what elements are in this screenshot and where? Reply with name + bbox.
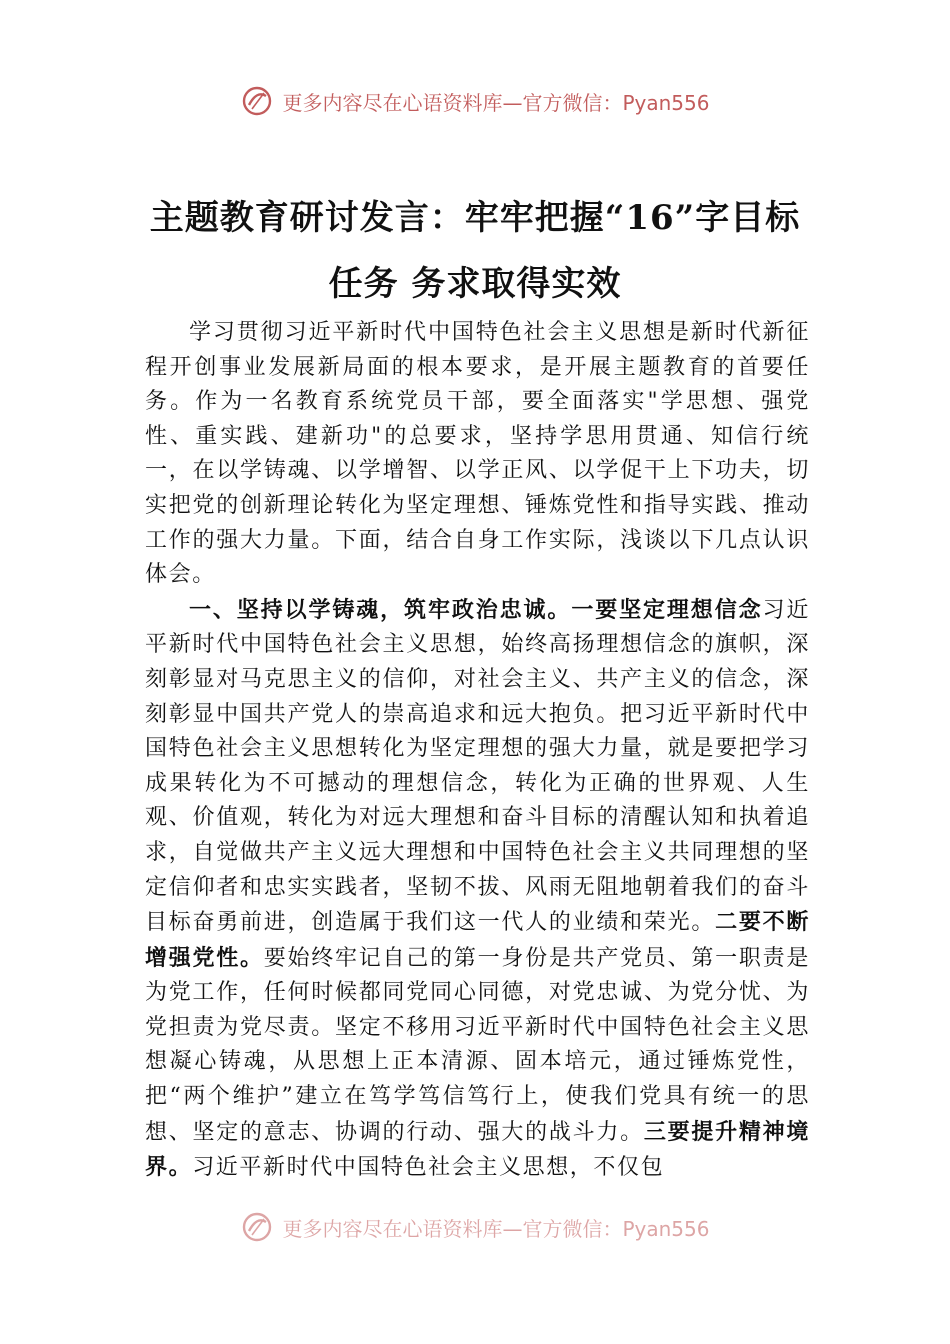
footer-watermark <box>0 1210 950 1244</box>
document-body <box>145 316 810 1186</box>
paragraph-text: 习近平新时代中国特色社会主义思想，始终高扬理想信念的旗帜，深刻彰显对马克思主义的信仰，对社会主义、共产主义的信念，深刻彰显中国共产党人的崇高追求和远大抱负。把习近平新时代中国特色社会主义思想转化为坚定理想的强大力量，就是要把学习成果转化为不可撼动的理想信念，转化为正确的世界观、人生观、价值观，转化为对远大理想和奋斗目标的清醒认知和执着追求，自觉做共产主义远大理想和中国特色社会主义共同理想的坚定信仰者和忠实实践者，坚韧不拔、风雨无阻地朝着我们的奋斗目标奋勇前进，创造属于我们这一代人的业绩和荣光。 <box>145 597 810 936</box>
paragraph-section-one <box>145 593 810 1186</box>
stamp-seal-icon <box>240 84 274 118</box>
paragraph-text: 要始终牢记自己的第一身份是共产党员、第一职责是为党工作，任何时候都同党同心同德，对党忠诚、为党分忧、为党担责为党尽责。坚定不移用习近平新时代中国特色社会主义思想凝心铸魂，从思想上正本清源、固本培元，通过锤炼党性，把“两个维护”建立在笃学笃信笃行上，使我们党具有统一的思想、坚定的意志、协调的行动、强大的战斗力。 <box>145 945 810 1145</box>
section-heading: 一、坚持以学铸魂，筑牢政治忠诚。一要坚定理想信念 <box>189 596 763 623</box>
paragraph-text: 学习贯彻习近平新时代中国特色社会主义思想是新时代新征程开创事业发展新局面的根本要求，是开展主题教育的首要任务。作为一名教育系统党员干部，要全面落实"学思想、强党性、重实践、建新功"的总要求，坚持学思用贯通、知信行统一，在以学铸魂、以学增智、以学正风、以学促干上下功夫，切实把党的创新理论转化为坚定理想、锤炼党性和指导实践、推动工作的强大力量。下面，结合自身工作实际，浅谈以下几点认识体会。 <box>145 320 810 588</box>
paragraph-intro <box>145 316 810 593</box>
header-watermark <box>0 84 950 118</box>
paragraph-text: 习近平新时代中国特色社会主义思想，不仅包 <box>192 1155 665 1181</box>
document-title-line-2: 任务 务求取得实效 <box>328 264 622 304</box>
watermark-text: 更多内容尽在心语资料库—官方微信：Pyan556 <box>282 90 710 115</box>
stamp-seal-icon <box>240 1210 274 1244</box>
subpoint-heading: 二要不断增强党性。 <box>145 909 810 971</box>
document-title-line-1: 主题教育研讨发言：牢牢把握“16”字目标 <box>149 198 801 238</box>
watermark-text: 更多内容尽在心语资料库—官方微信：Pyan556 <box>282 1216 710 1241</box>
subpoint-heading: 三要提升精神境界。 <box>145 1118 810 1181</box>
